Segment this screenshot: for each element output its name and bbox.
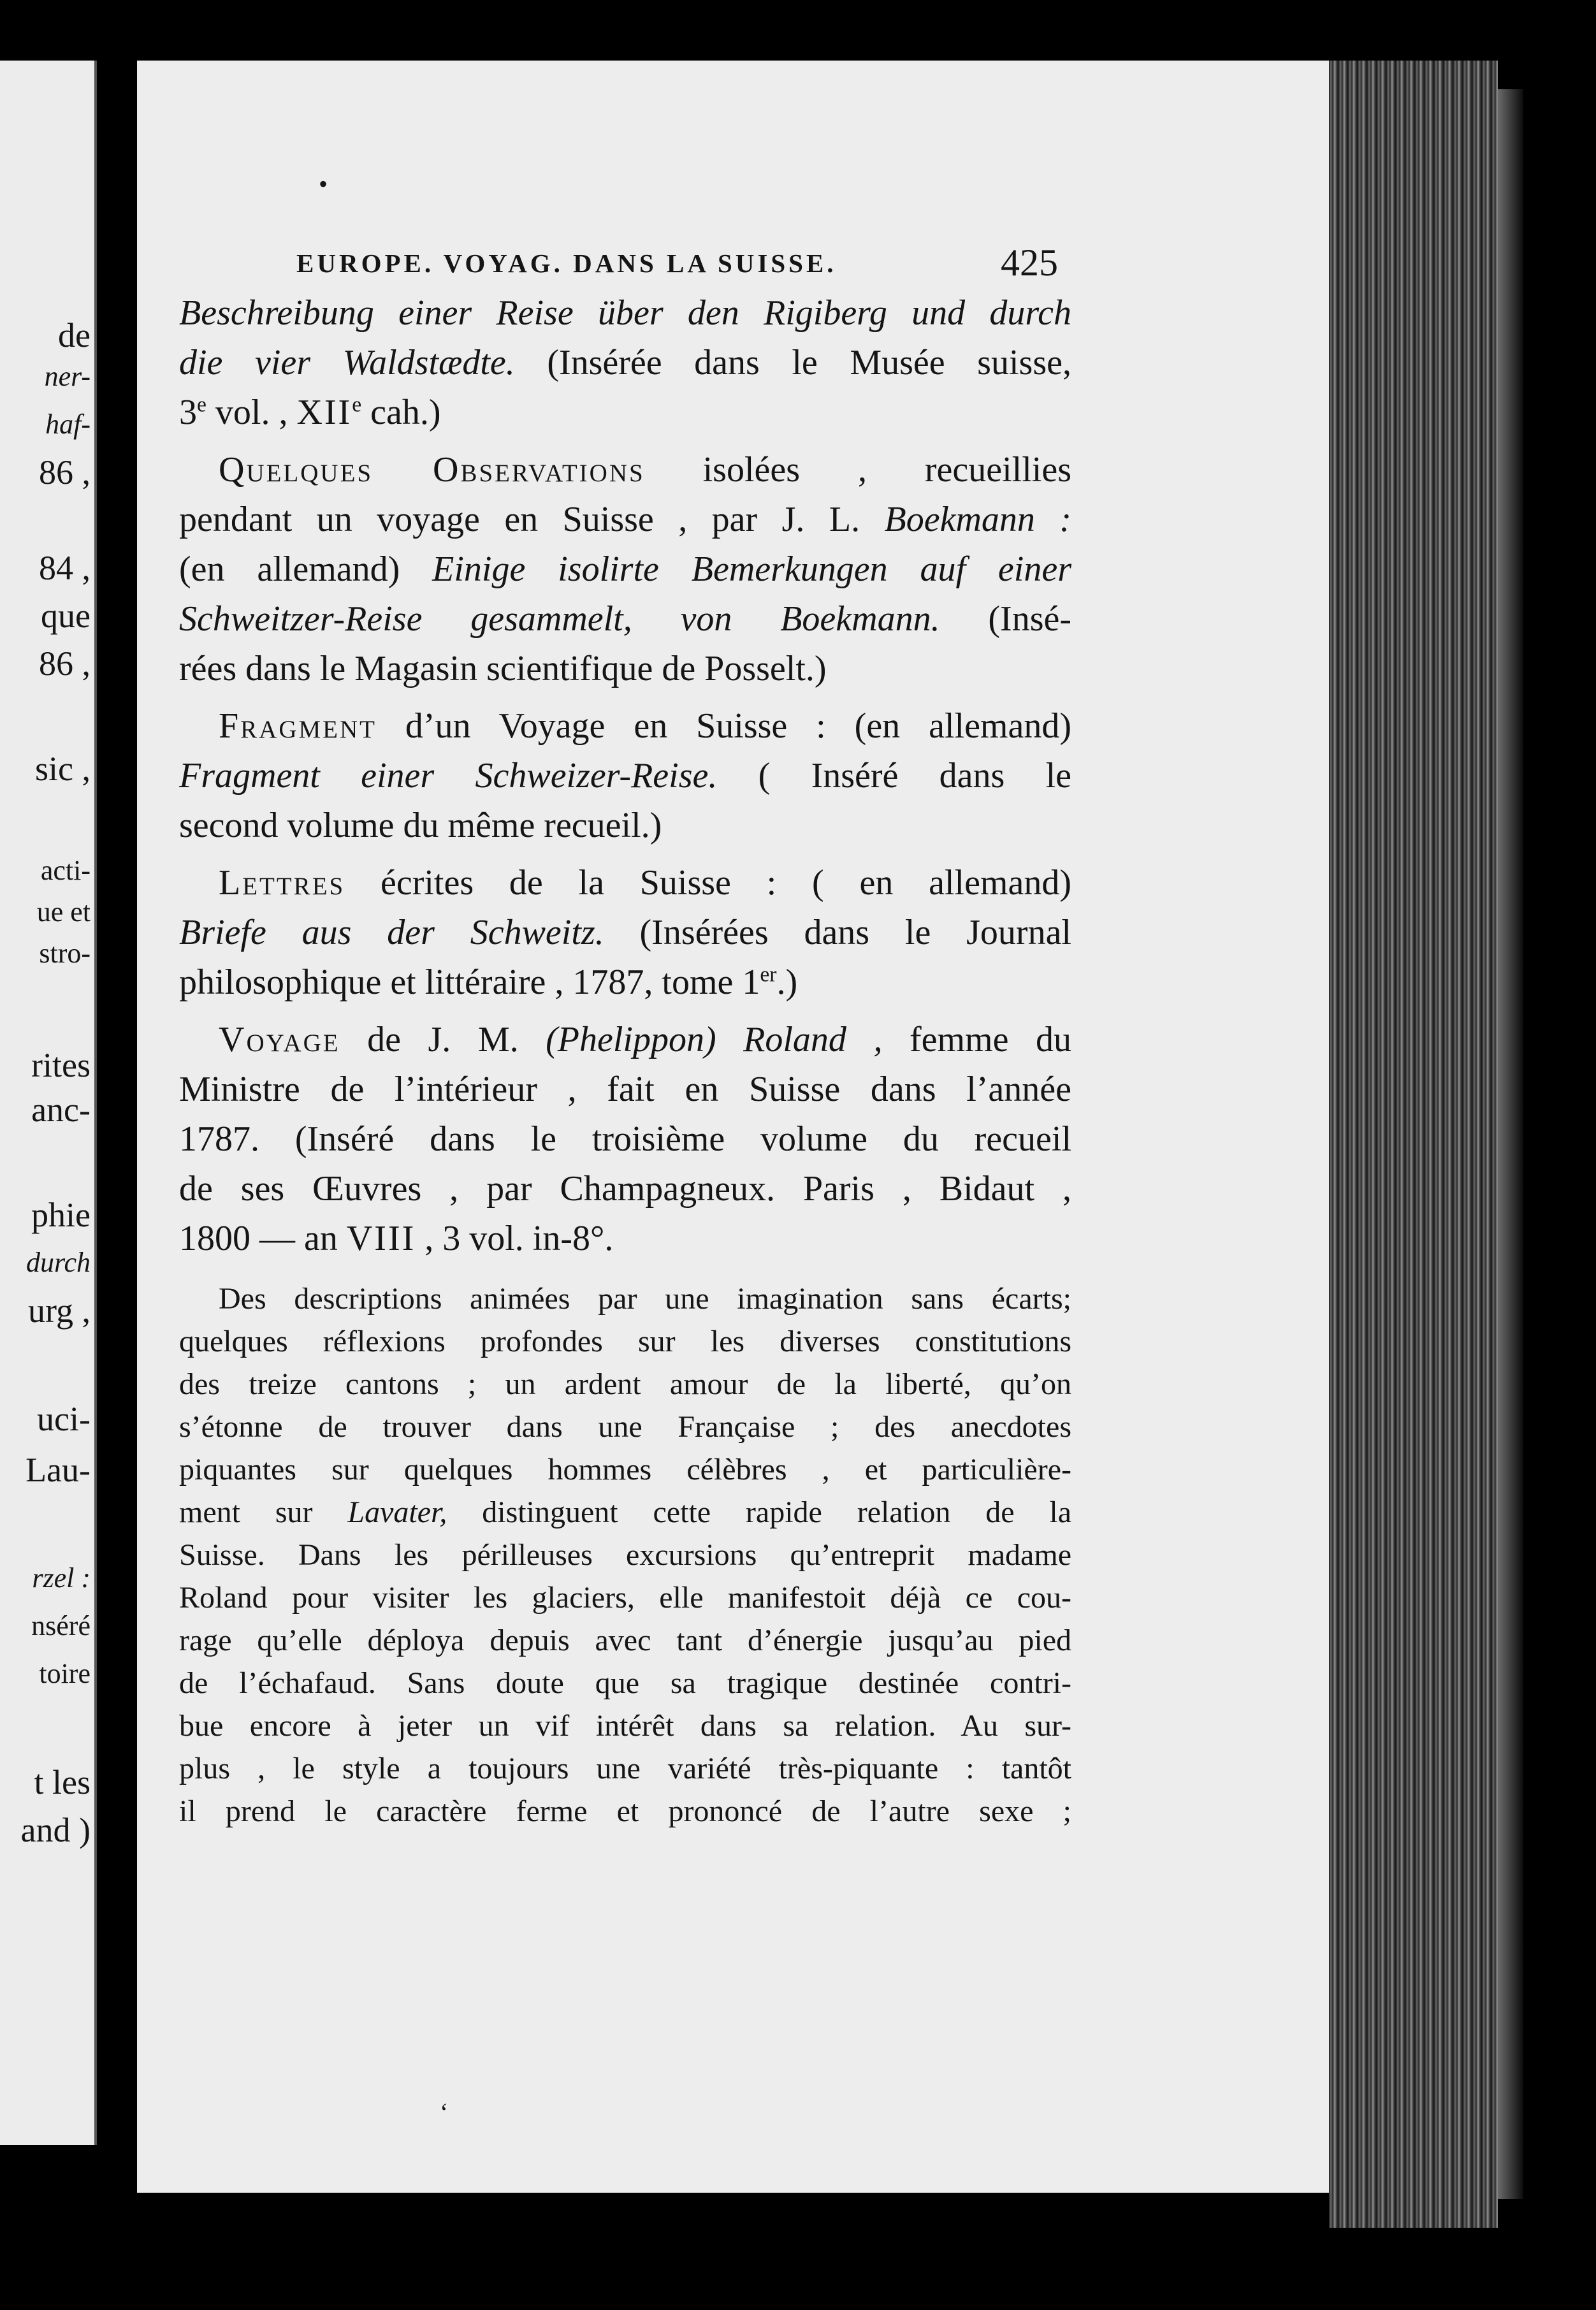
left-fragment: sic , [35,750,91,788]
left-fragment: toire [39,1658,91,1689]
bibliography-entry [179,701,1071,850]
bibliography-entry [179,1015,1071,1263]
left-fragment: de [58,316,91,354]
left-fragment: acti- [40,855,91,886]
page-number: 425 [1001,242,1058,284]
text-line [179,544,1071,594]
text-span: écrites de la Suisse : ( en allemand) [345,863,1071,903]
german-title: die vier Waldstædte. [179,343,515,382]
left-fragment: haf- [45,409,91,440]
left-fragment: ue et [36,896,91,927]
author-name: (Phelippon) Roland , [546,1020,883,1059]
text-line [179,701,1071,751]
text-span: cah.) [361,393,441,432]
left-fragment: 84 , [39,549,91,587]
note-line: bue encore à jeter un vif intérêt dans sa relation. Au sur- [179,1709,1071,1743]
text-span: (Insérée dans le Musée suisse, [514,343,1071,382]
note-line: s’étonne de trouver dans une Française ; des anecdotes [179,1410,1071,1444]
roman-numeral: XII [296,393,352,432]
left-fragment: ner- [44,361,91,392]
book-edge-shadow [1498,89,1523,2199]
left-fragment: 86 , [39,453,91,491]
text-line [179,1214,1071,1263]
note-line: Des descriptions animées par une imagination sans écarts; [219,1282,1071,1316]
text-span: philosophique et littéraire , 1787, tome 1 [179,962,760,1002]
text-line [179,957,1071,1007]
left-fragment: rzel : [32,1562,91,1594]
text-span: 3 [179,393,197,432]
text-span: isolées , recueillies [644,450,1071,490]
left-fragment: uci- [37,1400,91,1438]
german-title: Fragment einer Schweizer-Reise. [179,756,718,795]
text-line: 1787. (Inséré dans le troisième volume du recueil [179,1119,1071,1159]
text-span: (en allemand) [179,549,433,589]
bibliography-entry [179,858,1071,1007]
entry-heading: Lettres [219,863,345,903]
text-line: second volume du même recueil.) [179,806,662,845]
previous-page-fragment [0,61,97,2145]
author-name: Boekmann : [884,500,1072,539]
note-line: plus , le style a toujours une variété très-piquante : tantôt [179,1752,1071,1785]
text-span: , 3 vol. in-8°. [416,1219,614,1258]
page-speck: • [319,170,328,198]
text-span: pendant un voyage en Suisse , par J. L. [179,500,885,539]
text-line [179,858,1071,908]
person-name: Lavater, [347,1495,447,1529]
left-fragment: rites [31,1046,91,1084]
text-span: femme du [882,1020,1071,1059]
commentary-note [179,1277,1071,1833]
note-line [179,1491,1071,1534]
note-line: de l’échafaud. Sans doute que sa tragique destinée contri- [179,1666,1071,1700]
german-title: Einige isolirte Bemerkungen auf einer [432,549,1071,589]
text-line [179,388,1071,437]
left-fragment: Lau- [25,1451,91,1489]
text-line [179,338,1071,388]
text-span: d’un Voyage en Suisse : (en allemand) [376,706,1071,746]
text-line [179,495,1071,544]
left-fragment: 86 , [39,644,91,683]
running-title: EUROPE. VOYAG. DANS LA SUISSE. [296,249,837,278]
page-speck: ‘ [440,2098,449,2126]
text-line: de ses Œuvres , par Champagneux. Paris , Bidaut , [179,1169,1071,1209]
left-fragment: anc- [31,1091,91,1129]
text-span: (Insérées dans le Journal [604,913,1071,952]
bibliography-entry [179,288,1071,437]
text-line [179,751,1071,801]
text-line [179,445,1071,495]
text-span: .) [776,962,798,1002]
text-line: Ministre de l’intérieur , fait en Suisse dans l’année [179,1070,1071,1109]
note-line: quelques réflexions profondes sur les diverses constitutions [179,1325,1071,1358]
left-fragment: t les [34,1763,91,1801]
roman-numeral: VIII [346,1219,416,1258]
entry-heading: Fragment [219,706,377,746]
note-line: des treize cantons ; un ardent amour de la liberté, qu’on [179,1367,1071,1401]
text-line [179,594,1071,644]
book-page-edges [1329,61,1498,2228]
left-fragment: urg , [27,1291,91,1330]
bibliography-entry [179,445,1071,694]
text-span: (Insé- [939,599,1072,639]
note-line: rage qu’elle déploya depuis avec tant d’énergie jusqu’au pied [179,1624,1071,1657]
text-span: 1800 — an [179,1219,347,1258]
running-header [296,244,1080,282]
entry-heading: Voyage [219,1020,340,1059]
entry-heading: Quelques Observations [219,450,645,490]
text-span: ment sur [179,1495,348,1529]
left-fragment: durch [25,1247,91,1278]
note-line: piquantes sur quelques hommes célèbres , et particulière- [179,1453,1071,1486]
german-title: Briefe aus der Schweitz. [179,913,604,952]
note-line: Roland pour visiter les glaciers, elle manifestoit déjà ce cou- [179,1581,1071,1615]
note-line: Suisse. Dans les périlleuses excursions qu’entreprit madame [179,1538,1071,1572]
left-fragment: and ) [20,1811,91,1849]
text-span: de J. M. [340,1020,546,1059]
german-title: Schweitzer-Reise gesammelt, von Boekmann. [179,599,940,639]
page-body [179,288,1071,1833]
left-fragment: phie [31,1196,91,1234]
text-span: ( Inséré dans le [717,756,1072,795]
text-line [179,1015,1071,1064]
left-fragment: que [41,597,91,635]
left-fragment: nséré [31,1610,91,1641]
superscript: e [197,393,207,417]
left-fragment: stro- [39,938,91,969]
note-line: il prend le caractère ferme et prononcé de l’autre sexe ; [179,1794,1071,1828]
entry-title-line: Beschreibung einer Reise über den Rigiberg und durch [179,293,1071,333]
text-span: distinguent cette rapide relation de la [447,1495,1072,1529]
text-line [179,908,1071,957]
superscript: e [352,393,362,417]
text-span: vol. , [206,393,297,432]
text-line: rées dans le Magasin scientifique de Posselt.) [179,649,827,688]
superscript: er [760,962,777,987]
